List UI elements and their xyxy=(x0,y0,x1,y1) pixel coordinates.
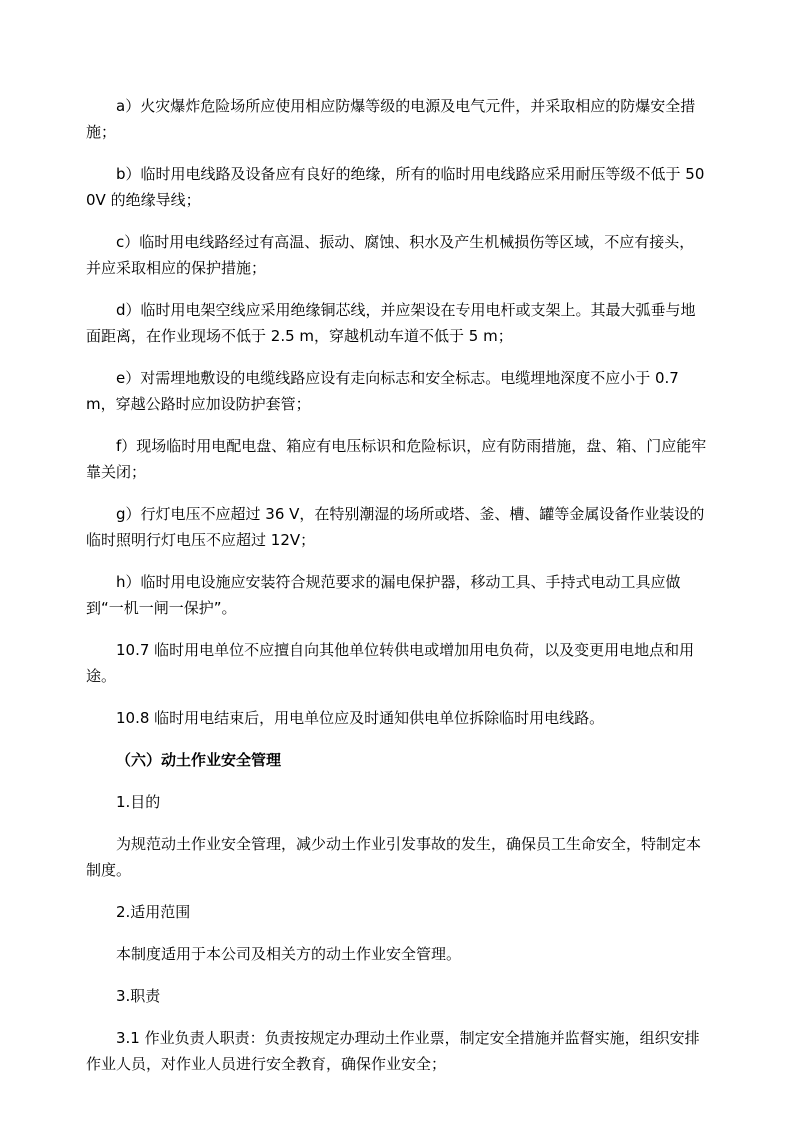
paragraph-item-b: b）临时用电线路及设备应有良好的绝缘，所有的临时用电线路应采用耐压等级不低于 500V 的绝缘导线； xyxy=(86,165,705,209)
scope-heading: 2.适用范围 xyxy=(116,903,191,921)
duty-text: 3.1 作业负责人职责：负责按规定办理动土作业票，制定安全措施并监督实施，组织安排作业人员，对作业人员进行安全教育，确保作业安全； xyxy=(86,1029,700,1073)
paragraph-item-e: e）对需埋地敷设的电缆线路应设有走向标志和安全标志。电缆埋地深度不应小于 0.7 m，穿越公路时应加设防护套管； xyxy=(86,369,679,413)
scope-text: 本制度适用于本公司及相关方的动土作业安全管理。 xyxy=(116,945,462,963)
paragraph-item-h: h）临时用电设施应安装符合规范要求的漏电保护器，移动工具、手持式电动工具应做到“一机一闸一保护”。 xyxy=(86,573,681,617)
section-heading: （六）动土作业安全管理 xyxy=(116,751,282,769)
purpose-heading: 1.目的 xyxy=(116,793,161,811)
paragraph-item-a: a）火灾爆炸危险场所应使用相应防爆等级的电源及电气元件，并采取相应的防爆安全措施； xyxy=(86,97,696,141)
paragraph-item-c: c）临时用电线路经过有高温、振动、腐蚀、积水及产生机械损伤等区域，不应有接头，并应采取相应的保护措施； xyxy=(86,233,695,277)
paragraph-10-7: 10.7 临时用电单位不应擅自向其他单位转供电或增加用电负荷，以及变更用电地点和用途。 xyxy=(86,641,695,685)
document-body xyxy=(86,93,708,1093)
paragraph-10-8: 10.8 临时用电结束后，用电单位应及时通知供电单位拆除临时用电线路。 xyxy=(116,709,605,727)
duty-heading: 3.职责 xyxy=(116,987,161,1005)
paragraph-item-d: d）临时用电架空线应采用绝缘铜芯线，并应架设在专用电杆或支架上。其最大弧垂与地面距离，在作业现场不低于 2.5 m，穿越机动车道不低于 5 m； xyxy=(86,301,696,345)
paragraph-item-f: f）现场临时用电配电盘、箱应有电压标识和危险标识，应有防雨措施，盘、箱、门应能牢靠关闭； xyxy=(86,437,707,481)
purpose-text: 为规范动土作业安全管理，减少动土作业引发事故的发生，确保员工生命安全，特制定本制度。 xyxy=(86,835,702,879)
paragraph-item-g: g）行灯电压不应超过 36 V，在特别潮湿的场所或塔、釜、槽、罐等金属设备作业装设的临时照明行灯电压不应超过 12V； xyxy=(86,505,705,549)
